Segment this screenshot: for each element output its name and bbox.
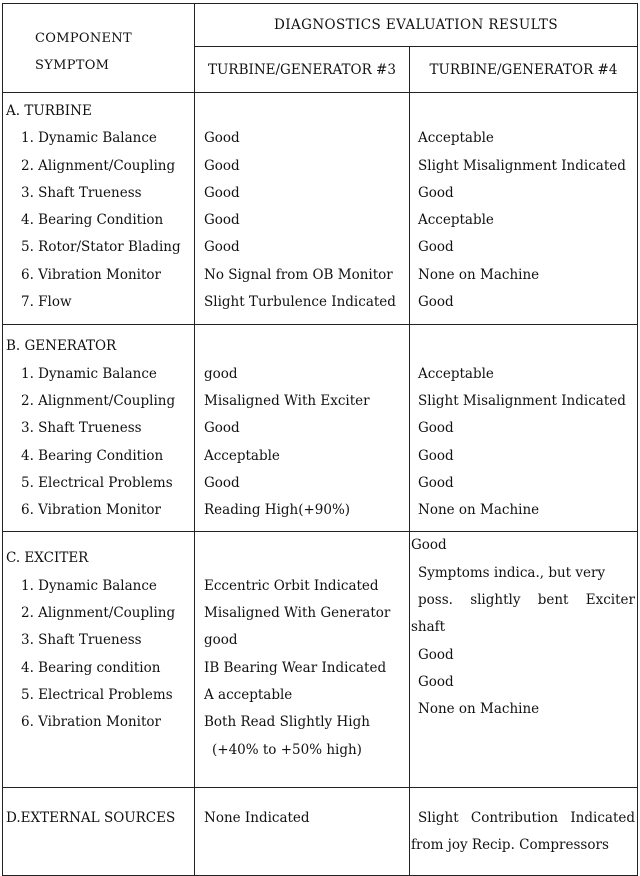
result-cell: Good — [204, 239, 240, 256]
external-symptoms — [3, 787, 195, 876]
symptom-label: 1. Dynamic Balance — [21, 577, 157, 594]
result-cell: Good — [418, 646, 454, 663]
diagnostics-table — [2, 3, 638, 876]
section-title: C. EXCITER — [6, 550, 89, 567]
result-cell: Good — [418, 474, 454, 491]
result-cell: Good — [204, 212, 240, 229]
section-turbine — [3, 93, 638, 325]
section-title: B. GENERATOR — [6, 338, 117, 355]
result-cell: Good — [418, 294, 454, 311]
result-cell: Acceptable — [204, 447, 280, 464]
header-tg4-title: TURBINE/GENERATOR #4 — [410, 47, 638, 93]
result-word: Contribution — [470, 809, 559, 826]
exciter-tg4-results — [410, 532, 638, 787]
result-cell-justified — [410, 805, 637, 832]
section-exciter — [3, 532, 638, 787]
result-cell: No Signal from OB Monitor — [204, 266, 393, 283]
exciter-tg3-results — [195, 532, 410, 787]
turbine-tg3-results — [195, 93, 410, 325]
result-cell: Good — [204, 130, 240, 147]
symptom-label: 3. Shaft Trueness — [21, 632, 142, 649]
external-tg3-results — [195, 787, 410, 876]
external-tg4-results — [410, 787, 638, 876]
result-cell: Reading High(+90%) — [204, 502, 351, 519]
result-cell: Good — [418, 184, 454, 201]
result-cell-justified — [410, 587, 637, 614]
symptom-label: 7. Flow — [21, 294, 72, 311]
result-cell: Misaligned With Exciter — [204, 392, 370, 409]
result-cell: None Indicated — [204, 809, 310, 826]
symptom-label: 2. Alignment/Coupling — [21, 605, 176, 622]
result-cell: Good — [204, 184, 240, 201]
header-results-title: DIAGNOSTICS EVALUATION RESULTS — [195, 4, 638, 47]
result-cell: Acceptable — [418, 212, 494, 229]
result-cell-note: (+40% to +50% high) — [212, 741, 362, 758]
result-cell: Good — [418, 420, 454, 437]
result-cell: Good — [204, 420, 240, 437]
header-component-symptom — [3, 4, 195, 93]
result-cell: Symptoms indica., but very — [418, 564, 606, 581]
symptom-label: 5. Rotor/Stator Blading — [21, 239, 181, 256]
result-cell: Misaligned With Generator — [204, 605, 391, 622]
generator-tg3-results — [195, 325, 410, 532]
result-cell: Good — [418, 673, 454, 690]
result-cell: Acceptable — [418, 365, 494, 382]
generator-symptoms — [3, 325, 195, 532]
symptom-label: 3. Shaft Trueness — [21, 184, 142, 201]
result-word: bent — [537, 592, 569, 609]
generator-tg4-results — [410, 325, 638, 532]
turbine-tg4-results — [410, 93, 638, 325]
symptom-label: 4. Bearing Condition — [21, 212, 164, 229]
symptom-label: 5. Electrical Problems — [21, 686, 173, 703]
symptom-label: 2. Alignment/Coupling — [21, 392, 176, 409]
header-component-label: COMPONENT — [35, 31, 132, 46]
result-word: Slight — [418, 809, 459, 826]
result-cell: None on Machine — [418, 502, 540, 519]
section-title: D.EXTERNAL SOURCES — [6, 809, 176, 826]
result-cell: Good — [418, 447, 454, 464]
result-cell: IB Bearing Wear Indicated — [204, 659, 387, 676]
symptom-label: 3. Shaft Trueness — [21, 420, 142, 437]
header-symptom-label: SYMPTOM — [35, 58, 110, 73]
symptom-label: 5. Electrical Problems — [21, 474, 173, 491]
symptom-label: 1. Dynamic Balance — [21, 130, 157, 147]
result-cell: good — [204, 632, 238, 649]
symptom-label: 6. Vibration Monitor — [21, 266, 161, 283]
header-tg3-title: TURBINE/GENERATOR #3 — [195, 47, 410, 93]
result-cell: Good — [411, 537, 447, 554]
result-cell: None on Machine — [418, 266, 540, 283]
result-word: Indicated — [570, 809, 635, 826]
result-word: Exciter — [585, 592, 635, 609]
symptom-label: 4. Bearing condition — [21, 659, 161, 676]
result-cell: Good — [204, 157, 240, 174]
section-external-sources — [3, 787, 638, 876]
section-title: A. TURBINE — [6, 103, 92, 119]
result-cell: Slight Turbulence Indicated — [204, 294, 396, 311]
turbine-symptoms — [3, 93, 195, 325]
result-cell: Slight Misalignment Indicated — [418, 392, 626, 409]
result-cell: shaft — [411, 619, 446, 636]
result-cell: Good — [418, 239, 454, 256]
result-cell: Eccentric Orbit Indicated — [204, 577, 379, 594]
result-word: poss. — [418, 592, 453, 609]
result-cell: Acceptable — [418, 130, 494, 147]
symptom-label: 6. Vibration Monitor — [21, 714, 161, 731]
result-cell: None on Machine — [418, 701, 540, 718]
result-cell: Both Read Slightly High — [204, 714, 370, 731]
symptom-label: 6. Vibration Monitor — [21, 502, 161, 519]
result-cell: Slight Misalignment Indicated — [418, 157, 626, 174]
exciter-symptoms — [3, 532, 195, 787]
symptom-label: 4. Bearing Condition — [21, 447, 164, 464]
result-cell: good — [204, 365, 238, 382]
symptom-label: 2. Alignment/Coupling — [21, 157, 176, 174]
section-generator — [3, 325, 638, 532]
result-cell: A acceptable — [204, 686, 293, 703]
result-word: slightly — [470, 592, 521, 609]
result-cell: Good — [204, 474, 240, 491]
symptom-label: 1. Dynamic Balance — [21, 365, 157, 382]
result-cell: from joy Recip. Compressors — [411, 837, 609, 854]
